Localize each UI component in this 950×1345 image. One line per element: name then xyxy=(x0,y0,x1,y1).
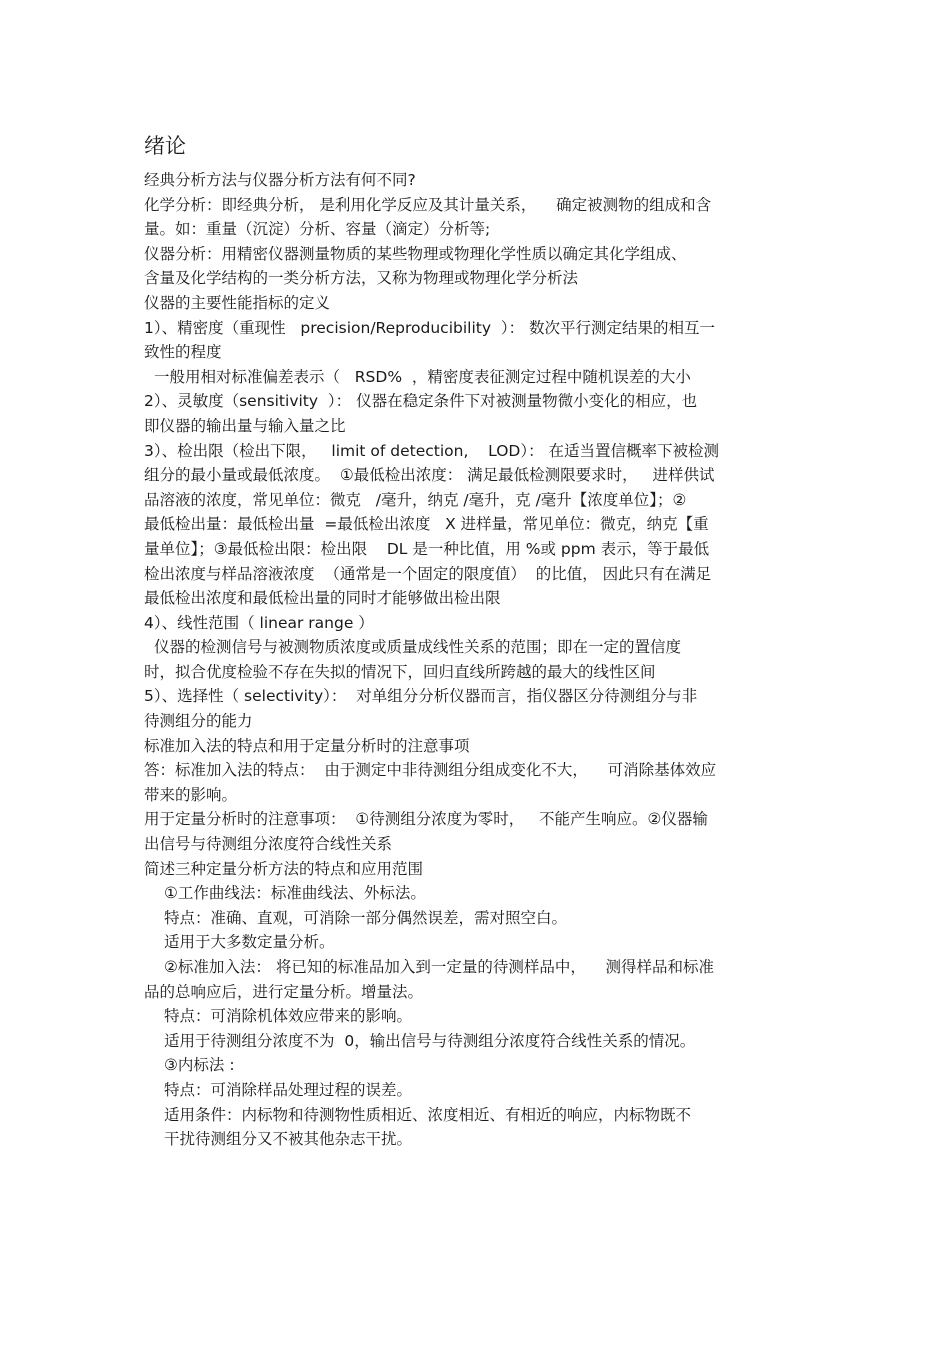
text-line: 带来的影响。 xyxy=(144,785,238,804)
text-line: 时，拟合优度检验不存在失拟的情况下，回归直线所跨越的最大的线性区间 xyxy=(144,662,656,681)
text-line: 品的总响应后，进行定量分析。增量法。 xyxy=(144,982,424,1001)
text-line: 特点：准确、直观，可消除一部分偶然误差，需对照空白。 xyxy=(164,908,568,927)
text-line: 干扰待测组分又不被其他杂志干扰。 xyxy=(164,1130,413,1149)
text-line: ③内标法 : xyxy=(164,1056,235,1075)
text-line: 4）、线性范围（ linear range ） xyxy=(144,613,374,632)
text-line: 最低检出量：最低检出量 =最低检出浓度 X 进样量，常见单位：微克，纳克【重 xyxy=(144,515,709,534)
text-line: 适用于待测组分浓度不为 0，输出信号与待测组分浓度符合线性关系的情况。 xyxy=(164,1031,696,1050)
text-line: 用于定量分析时的注意事项： ①待测组分浓度为零时， 不能产生响应。②仪器输 xyxy=(144,810,708,829)
page-title: 绪论 xyxy=(144,134,186,158)
text-line: 5）、选择性（ selectivity）： 对单组分分析仪器而言，指仪器区分待测组分与非 xyxy=(144,687,698,706)
text-line: 2）、灵敏度（sensitivity ）： 仪器在稳定条件下对被测量物微小变化的相应，也 xyxy=(144,392,698,411)
text-line: 致性的程度 xyxy=(144,343,222,362)
text-line: 经典分析方法与仪器分析方法有何不同? xyxy=(144,171,416,189)
text-line: 特点：可消除机体效应带来的影响。 xyxy=(164,1007,413,1026)
text-line: 化学分析：即经典分析， 是利用化学反应及其计量关系， 确定被测物的组成和含 xyxy=(144,195,712,214)
text-line: 1）、精密度（重现性 precision/Reproducibility ）： 数次平行测定结果的相互一 xyxy=(144,318,716,337)
text-line: 适用于大多数定量分析。 xyxy=(164,933,335,952)
text-line: 量单位】；③最低检出限：检出限 DL 是一种比值，用 %或 ppm 表示，等于最低 xyxy=(144,539,710,558)
text-line: 量。如：重量（沉淀）分析、容量（滴定）分析等; xyxy=(144,220,491,239)
text-line: 出信号与待测组分浓度符合线性关系 xyxy=(144,835,393,854)
text-line: 仪器的主要性能指标的定义 xyxy=(144,293,331,312)
text-line: 品溶液的浓度，常见单位：微克 /毫升，纳克 /毫升，克 /毫升【浓度单位】；② xyxy=(144,490,687,509)
text-line: ②标准加入法： 将已知的标准品加入到一定量的待测样品中， 测得样品和标准 xyxy=(164,958,715,976)
text-line: 3）、检出限（检出下限， limit of detection, LOD）： 在适当置信概率下被检测 xyxy=(144,441,720,460)
text-line: 最低检出浓度和最低检出量的同时才能够做出检出限 xyxy=(144,589,501,608)
text-line: 答：标准加入法的特点： 由于测定中非待测组分组成变化不大， 可消除基体效应 xyxy=(144,761,717,780)
text-line: ①工作曲线法：标准曲线法、外标法。 xyxy=(164,884,426,903)
text-line: 一般用相对标准偏差表示（ RSD% ，精密度表征测定过程中随机误差的大小 xyxy=(154,367,691,386)
text-line: 仪器的检测信号与被测物质浓度或质量成线性关系的范围；即在一定的置信度 xyxy=(154,638,682,657)
text-line: 检出浓度与样品溶液浓度 （通常是一个固定的限度值） 的比值， 因此只有在满足 xyxy=(144,564,712,583)
document-body xyxy=(144,168,814,1152)
text-line: 适用条件：内标物和待测物性质相近、浓度相近、有相近的响应，内标物既不 xyxy=(164,1105,692,1124)
text-line: 仪器分析：用精密仪器测量物质的某些物理或物理化学性质以确定其化学组成、 xyxy=(144,244,687,263)
text-line: 标准加入法的特点和用于定量分析时的注意事项 xyxy=(144,736,470,755)
text-line: 即仪器的输出量与输入量之比 xyxy=(144,416,346,435)
text-line: 组分的最小量或最低浓度。 ①最低检出浓度： 满足最低检测限要求时， 进样供试 xyxy=(144,466,715,485)
text-line: 特点：可消除样品处理过程的误差。 xyxy=(164,1080,413,1099)
text-line: 简述三种定量分析方法的特点和应用范围 xyxy=(144,859,424,878)
text-line: 待测组分的能力 xyxy=(144,712,253,731)
text-line: 含量及化学结构的一类分析方法，又称为物理或物理化学分析法 xyxy=(144,269,579,288)
